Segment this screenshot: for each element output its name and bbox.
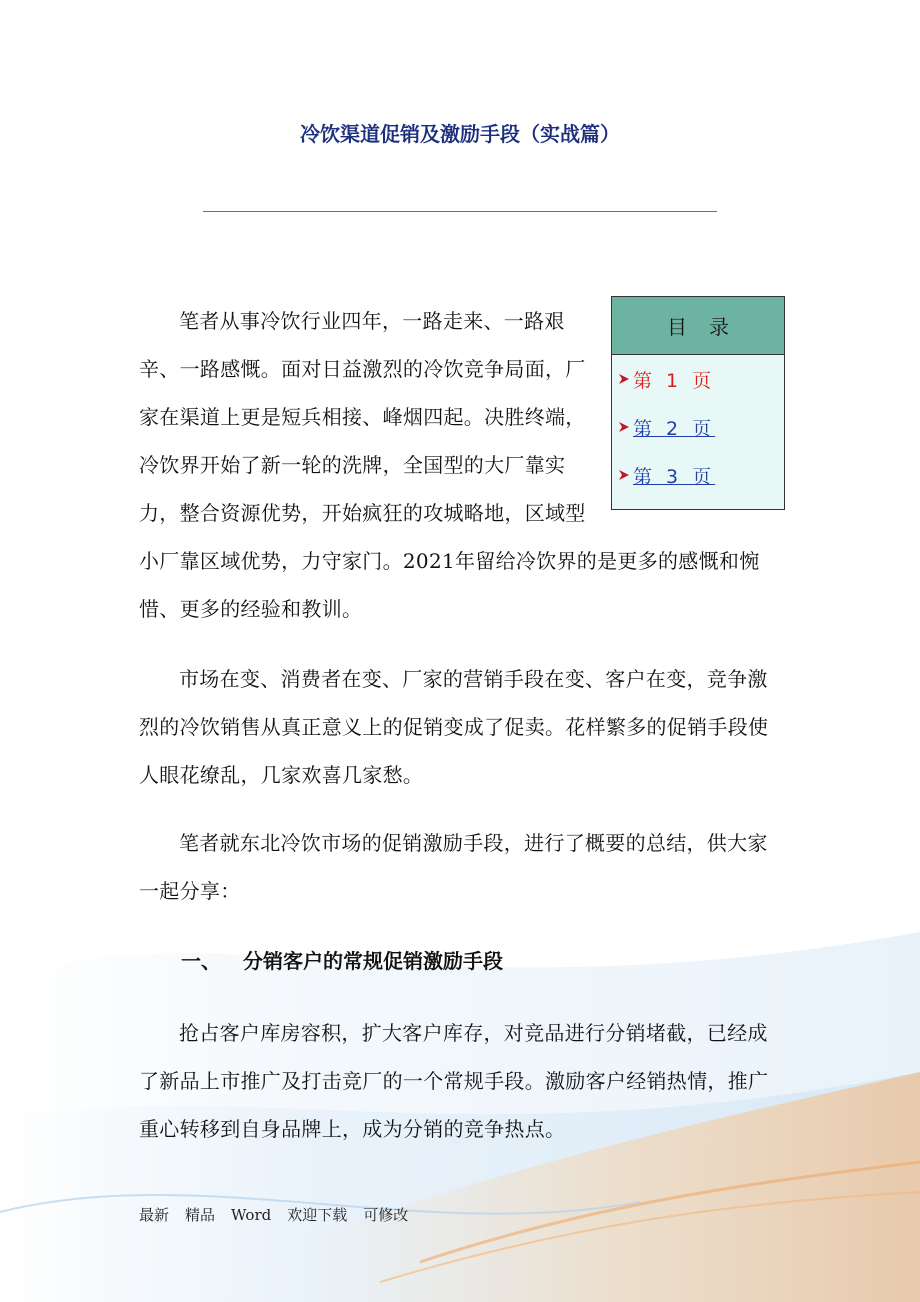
toc-link-page-2[interactable]: 第 2 页	[633, 417, 716, 440]
toc-link-page-1[interactable]: 第 1 页	[633, 369, 716, 392]
footer-item: 欢迎下载	[287, 1206, 348, 1224]
toc-item-3[interactable]	[612, 451, 784, 499]
table-of-contents	[611, 296, 785, 510]
red-arrow-icon	[617, 420, 631, 434]
paragraph-1-text: 笔者从事冷饮行业四年，一路走来、一路艰辛、一路感慨。面对日益激烈的冷饮竞争局面，厂家在渠道上更是短兵相接、峰烟四起。决胜终端，冷饮界开始了新一轮的洗牌，全国型的大厂靠实力，整合资源优势，开始疯狂的攻城略地，区域型小厂靠区域优势，力守家门。2021年留给冷饮界的是更多的感慨和惋惜、更多的经验和教训。	[139, 309, 760, 621]
red-arrow-icon	[617, 468, 631, 482]
section-heading-number: 一、	[181, 949, 221, 973]
paragraph-3: 笔者就东北冷饮市场的促销激励手段，进行了概要的总结，供大家一起分享：	[139, 831, 768, 903]
red-arrow-icon	[617, 372, 631, 386]
paragraph-2: 市场在变、消费者在变、厂家的营销手段在变、客户在变，竞争激烈的冷饮销售从真正意义上的促销变成了促卖。花样繁多的促销手段使人眼花缭乱，几家欢喜几家愁。	[139, 667, 769, 787]
paragraph-4: 抢占客户库房容积，扩大客户库存，对竞品进行分销堵截，已经成了新品上市推广及打击竞厂的一个常规手段。激励客户经销热情，推广重心转移到自身品牌上，成为分销的竞争热点。	[139, 1021, 769, 1141]
section-heading-text: 分销客户的常规促销激励手段	[243, 949, 503, 973]
footer-item: 最新	[139, 1206, 170, 1224]
footer-item: Word	[231, 1206, 272, 1224]
footer	[139, 1204, 424, 1225]
footer-item: 可修改	[363, 1206, 409, 1224]
toc-item-1[interactable]	[612, 355, 784, 403]
section-heading	[181, 945, 503, 974]
title-divider	[203, 211, 717, 212]
toc-item-2[interactable]	[612, 403, 784, 451]
toc-title: 目录	[612, 297, 784, 355]
document-title: 冷饮渠道促销及激励手段（实战篇）	[300, 122, 620, 146]
footer-item: 精品	[185, 1206, 216, 1224]
toc-link-page-3[interactable]: 第 3 页	[633, 465, 716, 488]
